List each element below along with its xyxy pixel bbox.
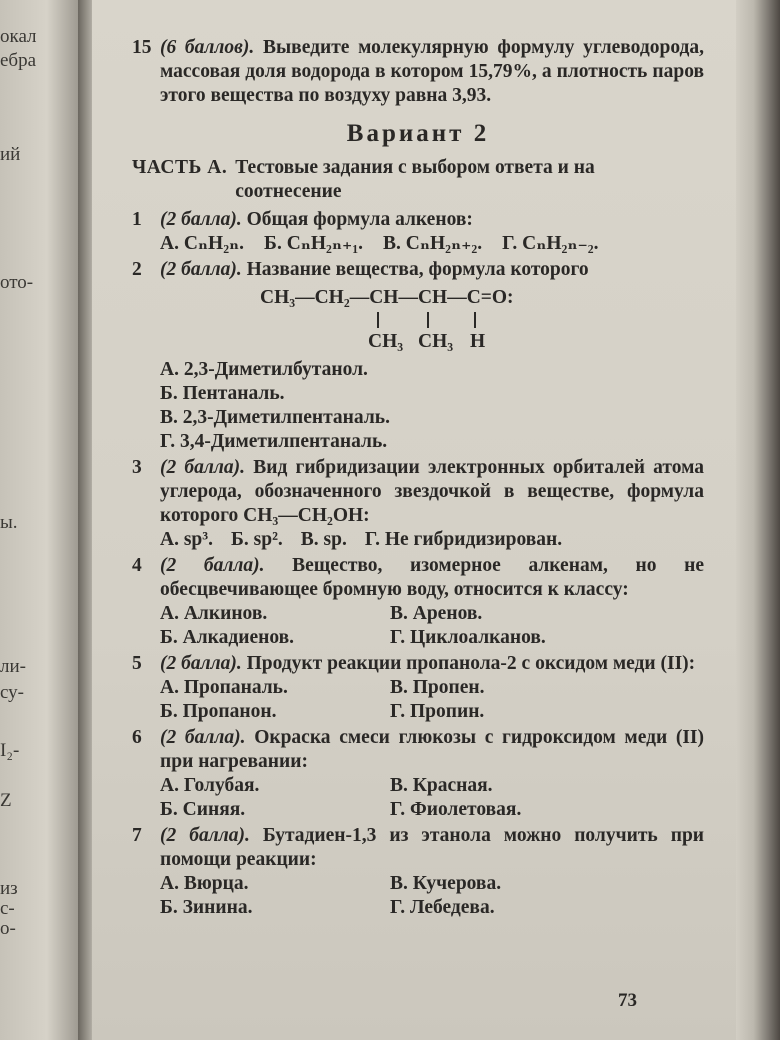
part-label: ЧАСТЬ А. xyxy=(132,157,228,178)
question-points: (2 балла). xyxy=(160,209,242,230)
question-text xyxy=(160,554,704,602)
bond-line xyxy=(474,312,476,328)
left-fragment: окал xyxy=(0,26,37,47)
question-body: Общая формула алкенов: xyxy=(246,209,473,230)
option-a: А. Голубая. xyxy=(160,775,260,796)
option-a: А. 2,3-Диметилбутанол. xyxy=(160,359,368,380)
question-number: 4 xyxy=(132,555,142,576)
question-7 xyxy=(132,824,704,920)
answer-options xyxy=(160,232,704,256)
left-fragment: с- xyxy=(0,898,15,919)
answer-options xyxy=(160,774,704,822)
page-content xyxy=(132,36,704,922)
option-b: Б. Пентаналь. xyxy=(160,383,285,404)
formula-substituent: CH₃ xyxy=(368,331,404,352)
bond-line xyxy=(377,312,379,328)
question-1 xyxy=(132,208,704,256)
left-fragment: I₂- xyxy=(0,740,20,761)
question-15 xyxy=(132,36,704,108)
structural-formula xyxy=(260,282,704,358)
question-points: (2 балла). xyxy=(160,825,250,846)
question-body: Продукт реакции пропанола-2 с оксидом меди (II): xyxy=(246,653,696,674)
left-fragment: о- xyxy=(0,918,16,939)
question-points: (2 балла). xyxy=(160,653,242,674)
left-fragment: ото- xyxy=(0,272,34,293)
option-a: А. Вюрца. xyxy=(160,873,249,894)
option-v: В. Аренов. xyxy=(390,603,483,624)
left-page xyxy=(0,0,78,1040)
question-text xyxy=(160,36,704,108)
option-g: Г. Циклоалканов. xyxy=(390,627,546,648)
option-v: В. sp. xyxy=(300,529,347,550)
option-a: А. CₙH₂ₙ. xyxy=(160,233,245,254)
question-points: (6 баллов). xyxy=(160,37,255,58)
answer-options xyxy=(160,602,704,650)
question-text xyxy=(160,824,704,872)
option-a: А. Пропаналь. xyxy=(160,677,288,698)
option-v: В. Кучерова. xyxy=(390,873,502,894)
question-text xyxy=(160,456,704,528)
option-g: Г. CₙH₂ₙ₋₂. xyxy=(502,233,599,254)
question-number: 1 xyxy=(132,209,142,230)
question-body: Вещество, изомерное алкенам, но не обесцвечивающее бромную воду, относится к классу: xyxy=(160,555,704,600)
question-body: Выведите молекулярную формулу углеводорода, массовая доля водорода в котором 15,79%, а плотность паров этого вещества по воздуху равна 3,93. xyxy=(160,37,705,106)
left-fragment: из xyxy=(0,878,18,899)
question-number: 2 xyxy=(132,259,142,280)
question-points: (2 балла). xyxy=(160,727,246,748)
option-v: В. 2,3-Диметилпентаналь. xyxy=(160,407,390,428)
answer-options xyxy=(160,358,704,454)
question-number: 15 xyxy=(132,37,152,58)
option-a: А. sp³. xyxy=(160,529,213,550)
left-fragment: су- xyxy=(0,682,25,703)
variant-title: Вариант 2 xyxy=(346,120,490,147)
formula-substituent: H xyxy=(470,331,486,352)
question-body: Бутадиен-1,3 из этанола можно получить при помощи реакции: xyxy=(160,825,705,870)
option-b: Б. Синяя. xyxy=(160,799,246,820)
left-fragment: ий xyxy=(0,144,21,165)
option-a: А. Алкинов. xyxy=(160,603,268,624)
answer-options xyxy=(160,676,704,724)
part-text: Тестовые задания с выбором ответа и на соотнесение xyxy=(235,157,595,202)
option-b: Б. Алкадиенов. xyxy=(160,627,295,648)
formula-main-chain: CH₃—CH₂—CH—CH—C=O: xyxy=(260,287,514,308)
question-number: 3 xyxy=(132,457,142,478)
question-number: 7 xyxy=(132,825,142,846)
option-b: Б. Зинина. xyxy=(160,897,253,918)
question-text xyxy=(160,258,704,282)
formula-substituent: CH₃ xyxy=(418,331,454,352)
book-page xyxy=(92,0,736,1040)
question-5 xyxy=(132,652,704,724)
option-v: В. Пропен. xyxy=(390,677,485,698)
option-v: В. CₙH₂ₙ₊₂. xyxy=(383,233,483,254)
page-edge xyxy=(736,0,780,1040)
question-text xyxy=(160,208,704,232)
left-fragment: ебра xyxy=(0,50,37,71)
bond-line xyxy=(427,312,429,328)
question-text xyxy=(160,726,704,774)
question-body: Окраска смеси глюкозы с гидроксидом меди (II) при нагревании: xyxy=(160,727,705,772)
left-fragment: ли- xyxy=(0,656,26,677)
question-body: Название вещества, формула которого xyxy=(246,259,589,280)
answer-options xyxy=(160,872,704,920)
part-heading xyxy=(132,156,704,204)
question-formula: CH₃—CH₂OH: xyxy=(243,505,370,526)
left-fragment: ы. xyxy=(0,512,18,533)
option-g: Г. Не гибридизирован. xyxy=(364,529,563,550)
question-points: (2 балла). xyxy=(160,259,242,280)
option-g: Г. Пропин. xyxy=(390,701,485,722)
left-fragment: Z xyxy=(0,790,12,811)
option-b: Б. sp². xyxy=(231,529,283,550)
question-body: Вид гибридизации электронных орбиталей атома углерода, обозначенного звездочкой в веществе, формула которого xyxy=(160,457,705,526)
answer-options xyxy=(160,528,704,552)
page-number: 73 xyxy=(618,990,637,1011)
option-b: Б. CₙH₂ₙ₊₁. xyxy=(264,233,364,254)
question-number: 5 xyxy=(132,653,142,674)
question-points: (2 балла). xyxy=(160,457,246,478)
option-v: В. Красная. xyxy=(390,775,493,796)
question-4 xyxy=(132,554,704,650)
question-6 xyxy=(132,726,704,822)
question-number: 6 xyxy=(132,727,142,748)
question-points: (2 балла). xyxy=(160,555,265,576)
option-g: Г. 3,4-Диметилпентаналь. xyxy=(160,431,388,452)
question-text xyxy=(160,652,704,676)
option-g: Г. Фиолетовая. xyxy=(390,799,522,820)
question-2 xyxy=(132,258,704,454)
question-3 xyxy=(132,456,704,552)
option-b: Б. Пропанон. xyxy=(160,701,277,722)
option-g: Г. Лебедева. xyxy=(390,897,495,918)
